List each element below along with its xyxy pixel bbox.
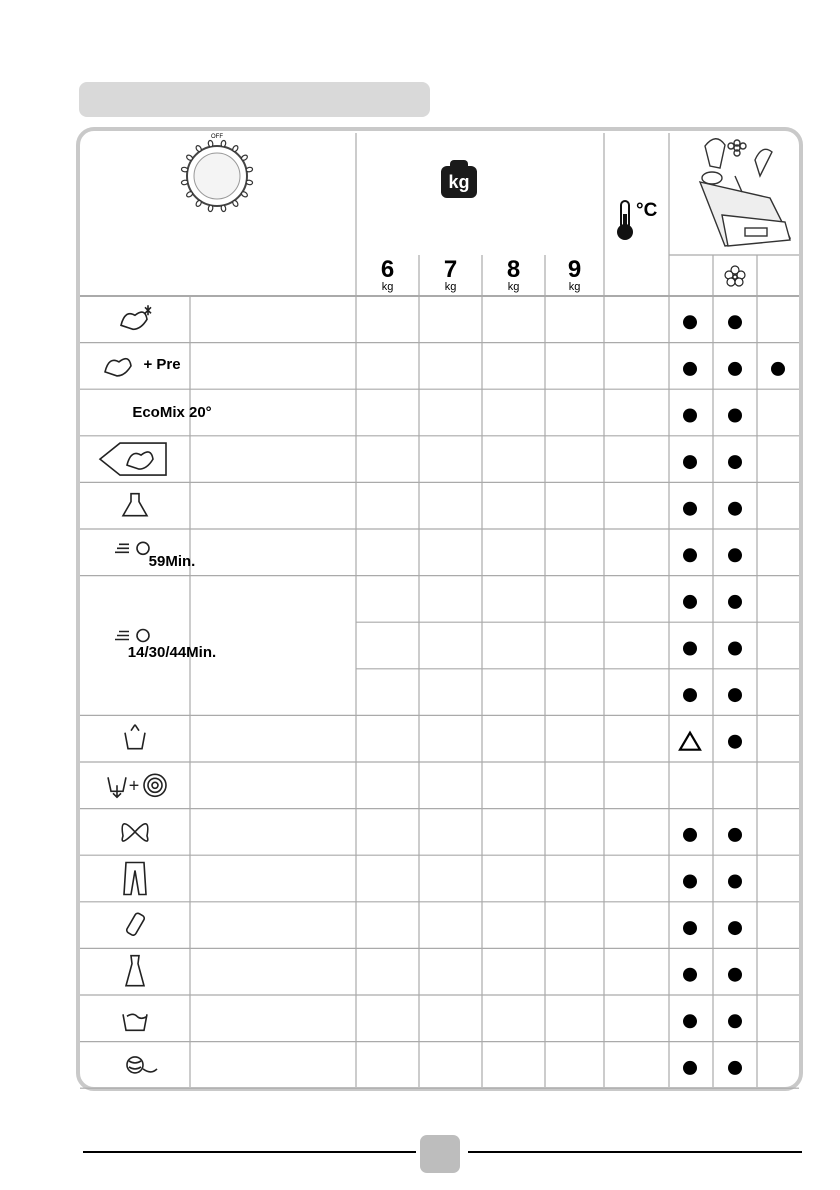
program-label: + Pre (143, 355, 181, 373)
drawer-dot-mark (683, 455, 697, 469)
hygiene-flask-icon (123, 494, 147, 516)
rinse-icon (125, 725, 145, 749)
drawer-dot-mark (728, 735, 742, 749)
drawer-dot-mark (728, 1014, 742, 1028)
eco-cotton-arrow-icon (100, 443, 166, 475)
dress-icon (126, 956, 144, 986)
drawer-dot-mark (683, 502, 697, 516)
delicate-butterfly-icon (122, 824, 148, 841)
svg-text:+: + (128, 775, 140, 796)
drawer-dot-mark (683, 828, 697, 842)
wool-yarn-icon (127, 1057, 157, 1073)
drawer-dot-mark (683, 315, 697, 329)
program-label: EcoMix 20° (132, 403, 212, 421)
drawer-dot-mark (771, 362, 785, 376)
program-dial-icon (181, 134, 253, 212)
temperature-unit: °C (636, 200, 658, 221)
program-label: 59Min. (148, 553, 196, 571)
footer-rule-right (468, 1151, 802, 1153)
drawer-dot-mark (683, 1061, 697, 1075)
drawer-dot-mark (728, 688, 742, 702)
drawer-dot-mark (728, 409, 742, 423)
capacity-value: 6 (380, 256, 395, 283)
drawer-dot-mark (728, 968, 742, 982)
program-label: 14/30/44Min. (127, 643, 217, 661)
drawer-dot-mark (683, 1014, 697, 1028)
drawer-dot-mark (728, 455, 742, 469)
jeans-icon (124, 863, 146, 895)
drawer-dot-mark (728, 921, 742, 935)
thermometer-icon (617, 201, 633, 240)
drawer-dot-mark (728, 828, 742, 842)
footer-rule-left (83, 1151, 416, 1153)
drawer-dot-mark (683, 362, 697, 376)
drawer-dot-mark (683, 688, 697, 702)
drawer-dot-mark (728, 502, 742, 516)
drawer-dot-mark (683, 409, 697, 423)
drawer-dot-mark (728, 875, 742, 889)
drawer-dot-mark (683, 968, 697, 982)
drawer-dot-mark (683, 921, 697, 935)
cotton-stain-icon (121, 305, 151, 329)
rapid-14-30-44-icon (115, 630, 149, 642)
detergent-drawer-icon (700, 139, 790, 246)
flower-softener-icon (725, 266, 745, 286)
drawer-dot-mark (728, 1061, 742, 1075)
drawer-dot-mark (728, 548, 742, 562)
drawer-dot-mark (728, 595, 742, 609)
drawer-dot-mark (683, 595, 697, 609)
drawer-dot-mark (683, 875, 697, 889)
capacity-unit: kg (381, 281, 394, 293)
page-number-box (420, 1135, 460, 1173)
hand-wash-icon (123, 1014, 147, 1030)
weight-badge-label: kg (448, 172, 470, 192)
capacity-unit: kg (507, 281, 520, 293)
drawer-dot-mark (683, 642, 697, 656)
drawer-dot-mark (728, 642, 742, 656)
capacity-unit: kg (444, 281, 457, 293)
baby-bottle-icon (126, 912, 146, 936)
drain-spin-icon (108, 774, 166, 797)
capacity-value: 8 (506, 256, 521, 283)
drawer-triangle-mark (680, 733, 700, 750)
drawer-dot-mark (728, 315, 742, 329)
drawer-dot-mark (683, 548, 697, 562)
svg-text:OFF: OFF (211, 134, 223, 140)
capacity-value: 7 (443, 256, 458, 283)
capacity-value: 9 (567, 256, 582, 283)
drawer-dot-mark (728, 362, 742, 376)
capacity-unit: kg (568, 281, 581, 293)
